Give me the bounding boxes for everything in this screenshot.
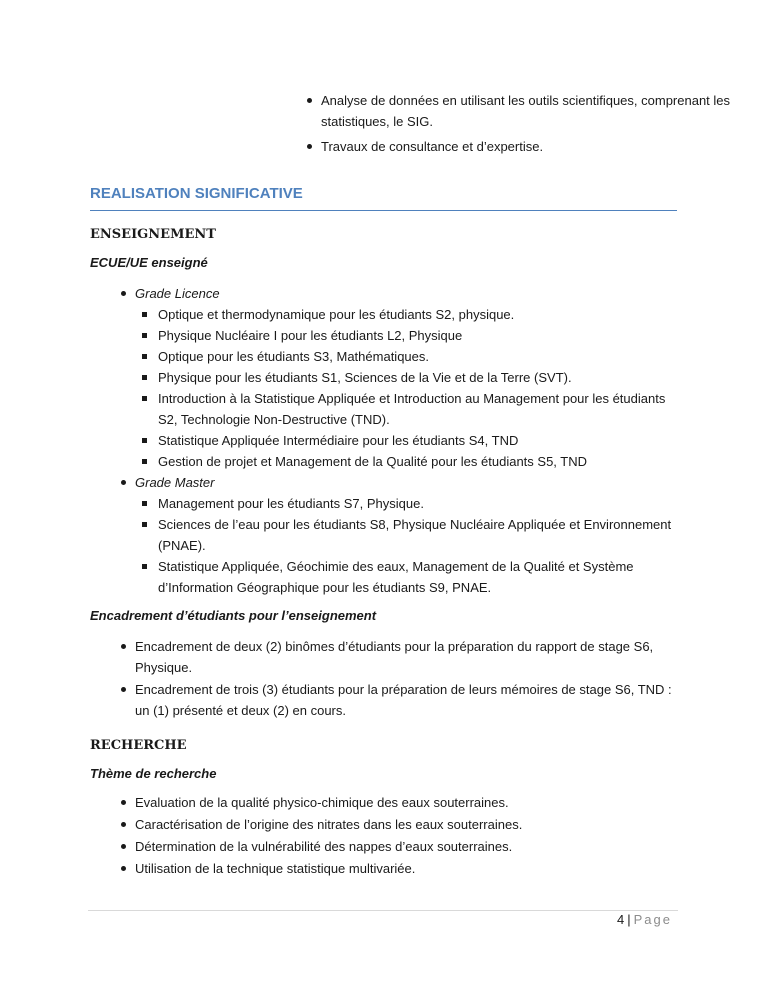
list-item: Encadrement de trois (3) étudiants pour la préparation de leurs mémoires de stage S6, TND : un (1) présenté et deux (2) en cours. [135, 679, 675, 721]
ecue-subheading: ECUE/UE enseigné [90, 255, 208, 270]
list-item: Optique et thermodynamique pour les étudiants S2, physique. [158, 304, 675, 325]
page-number: 4 [617, 912, 625, 927]
encadrement-subheading: Encadrement d’étudiants pour l’enseignement [90, 608, 377, 623]
section-divider [90, 210, 677, 211]
list-item: Utilisation de la technique statistique multivariée. [135, 858, 675, 879]
grade-list [135, 283, 675, 598]
list-item: Analyse de données en utilisant les outils scientifiques, comprenant les statistiques, le SIG. [321, 90, 741, 132]
list-item: Travaux de consultance et d’expertise. [321, 136, 741, 157]
footer-divider [88, 910, 678, 911]
list-item: Statistique Appliquée Intermédiaire pour les étudiants S4, TND [158, 430, 675, 451]
page-footer [617, 912, 672, 927]
list-item: Caractérisation de l’origine des nitrates dans les eaux souterraines. [135, 814, 675, 835]
enseignement-heading: ENSEIGNEMENT [90, 227, 216, 242]
research-theme-list [135, 792, 675, 880]
course-list [158, 304, 675, 472]
list-item: Optique pour les étudiants S3, Mathématiques. [158, 346, 675, 367]
list-item: Physique Nucléaire I pour les étudiants L2, Physique [158, 325, 675, 346]
list-item: Evaluation de la qualité physico-chimique des eaux souterraines. [135, 792, 675, 813]
list-item: Physique pour les étudiants S1, Sciences de la Vie et de la Terre (SVT). [158, 367, 675, 388]
list-item: Gestion de projet et Management de la Qualité pour les étudiants S5, TND [158, 451, 675, 472]
grade-item-licence [135, 283, 675, 472]
encadrement-list [135, 636, 675, 722]
list-item: Détermination de la vulnérabilité des nappes d’eaux souterraines. [135, 836, 675, 857]
section-title: REALISATION SIGNIFICATIVE [90, 185, 303, 202]
grade-item-master [135, 472, 675, 598]
theme-subheading: Thème de recherche [90, 766, 217, 781]
list-item: Encadrement de deux (2) binômes d’étudiants pour la préparation du rapport de stage S6, Physique. [135, 636, 675, 678]
list-item: Introduction à la Statistique Appliquée et Introduction au Management pour les étudiants S2, Technologie Non-Destructive (TND). [158, 388, 675, 430]
list-item: Sciences de l’eau pour les étudiants S8, Physique Nucléaire Appliquée et Environnement (PNAE). [158, 514, 675, 556]
course-list [158, 493, 675, 598]
list-item: Statistique Appliquée, Géochimie des eaux, Management de la Qualité et Système d’Information Géographique pour les étudiants S9, PNAE. [158, 556, 675, 598]
page-label: Page [633, 912, 672, 927]
footer-separator: | [627, 912, 631, 927]
grade-label: Grade Master [135, 475, 215, 490]
grade-label: Grade Licence [135, 286, 220, 301]
recherche-heading: RECHERCHE [90, 738, 187, 753]
list-item: Management pour les étudiants S7, Physique. [158, 493, 675, 514]
intro-bullet-list [321, 90, 741, 161]
